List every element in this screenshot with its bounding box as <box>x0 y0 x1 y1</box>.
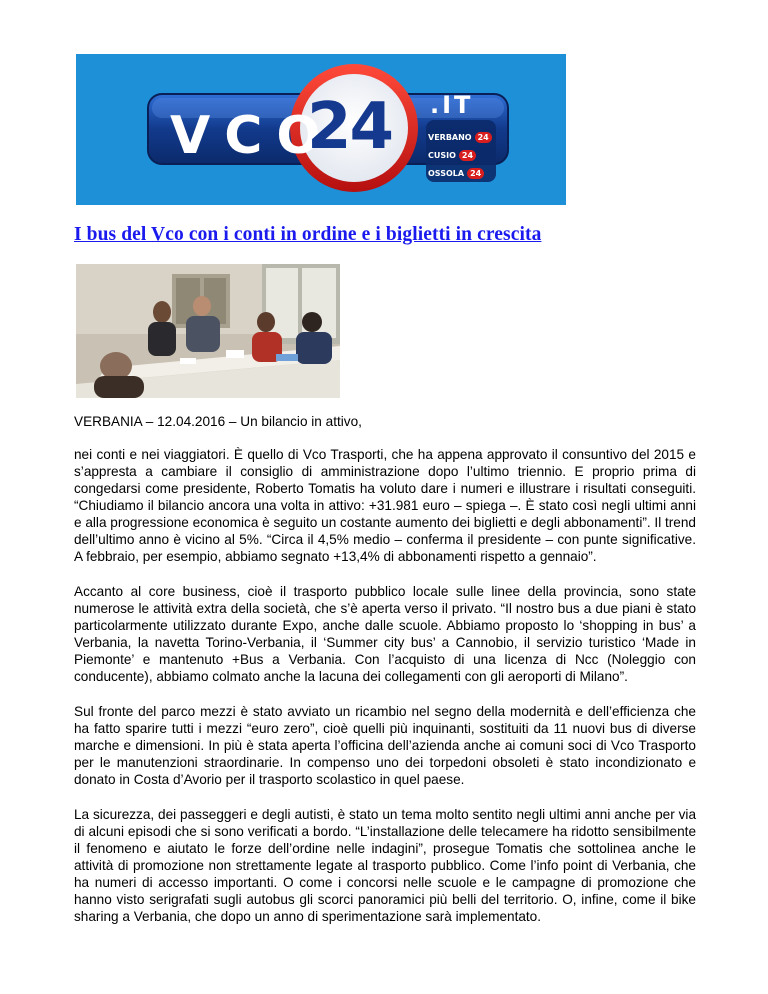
article-dateline: VERBANIA – 12.04.2016 – Un bilancio in attivo, <box>74 414 362 429</box>
article-photo <box>76 264 340 398</box>
article-headline[interactable]: I bus del Vco con i conti in ordine e i biglietti in crescita <box>74 224 542 245</box>
logo-brand-text: VCO <box>170 106 335 166</box>
logo-number-text: 24 <box>307 90 393 164</box>
logo-subbrand-item: OSSOLA 24 <box>428 164 498 182</box>
article-paragraph: Sul fronte del parco mezzi è stato avviato un ricambio nel segno della modernità e dell’efficienza che ha fatto sparire tutti i mezzi “euro zero”, cioè quelli più inquinanti, sostituiti da 11 nuovi bus di diverse marche e dimensioni. In più è stata aperta l’officina dell’azienda anche ai comuni soci di Vco Trasporto per le manutenzioni straordinarie. In compenso uno dei torpedoni obsoleti è stato incondizionato e donato in Costa d’Avorio per il trasporto scolastico in quel paese. <box>74 704 696 787</box>
article-body <box>74 446 696 943</box>
logo-subnumber-badge: 24 <box>467 168 484 179</box>
logo-tld-text: .IT <box>430 91 474 119</box>
logo-subbrand-item: CUSIO 24 <box>428 146 498 164</box>
logo-subbrand-list <box>428 128 498 182</box>
meeting-photo-image <box>76 264 340 398</box>
article-paragraph: Accanto al core business, cioè il trasporto pubblico locale sulle linee della provincia, sono state numerose le attività extra della società, che s’è aperta verso il privato. “Il nostro bus a due piani è stato particolarmente utilizzato durante Expo, anche dalle scuole. Abbiamo proposto lo ‘shopping in bus’ a Verbania, la navetta Torino-Verbania, il ‘Summer city bus’ a Cannobio, il servizio turistico ‘Made in Piemonte’ e mantenuto +Bus a Verbania. Con l’acquisto di una licenza di Ncc (Noleggio con conducente), abbiamo colmato anche la lacuna dei collegamenti con gli aeroporti di Milano”. <box>74 584 696 684</box>
logo-subnumber-badge: 24 <box>475 132 492 143</box>
article-paragraph: nei conti e nei viaggiatori. È quello di Vco Trasporti, che ha appena approvato il consuntivo del 2015 e s’appresta a cambiare il consiglio di amministrazione dopo l’ultimo triennio. E proprio prima di congedarsi come presidente, Roberto Tomatis ha voluto dare i numeri e illustrare i risultati conseguiti. “Chiudiamo il bilancio ancora una volta in attivo: +31.981 euro – spiega –. È stato così negli ultimi anni e alla progressione economica è seguito un costante aumento dei biglietti e degli abbonamenti”. Il trend dell’ultimo anno è vicino al 5%. “Circa il 4,5% medio – conferma il presidente – con punte significative. A febbraio, per esempio, abbiamo segnato +13,4% di abbonamenti rispetto a gennaio”. <box>74 447 696 564</box>
article-paragraph: La sicurezza, dei passeggeri e degli autisti, è stato un tema molto sentito negli ultimi anni anche per via di alcuni episodi che si sono verificati a bordo. “L’installazione delle telecamere ha ridotto sensibilmente il fenomeno e aiutato le forze dell’ordine nelle indagini”, prosegue Tomatis che sottolinea anche le attività di promozione non strettamente legate al trasporto pubblico. Come l’info point di Verbania, che ha numeri di accesso importanti. O come i concorsi nelle scuole e le campagne di promozione che hanno visto serigrafati sugli autobus gli scorci panoramici più belli del territorio. O, infine, come il bike sharing a Verbania, che dopo un anno di sperimentazione sarà implementato. <box>74 807 696 924</box>
logo-subnumber-badge: 24 <box>459 150 476 161</box>
site-logo[interactable] <box>76 54 566 205</box>
logo-subbrand-item: VERBANO 24 <box>428 128 498 146</box>
